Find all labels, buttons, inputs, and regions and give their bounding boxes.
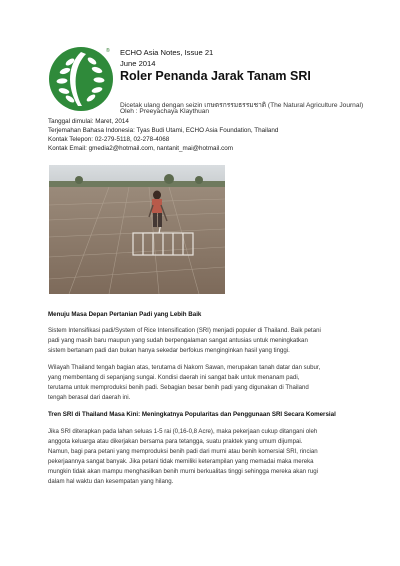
registered-mark: ® [106, 48, 110, 54]
contact-email: Kontak Email: gmedia2@hotmail.com, nantanit_mai@hotmail.com [48, 145, 233, 152]
paragraph [48, 427, 352, 487]
paragraph-line: pekerjaannya sangat banyak. Jika petani tidak memiliki keterampilan yang memadai maka mereka [48, 458, 314, 465]
contact-phone: Kontak Telepon: 02-279-5118, 02-278-4068 [48, 136, 170, 143]
paragraph-line: Wilayah Thailand tengah bagian atas, terutama di Nakorn Sawan, merupakan tanah datar dan subur, [48, 364, 321, 371]
paragraph [48, 326, 352, 356]
paragraph-line: yang membentang di sepanjang sungai. Kondisi daerah ini sangat baik untuk menanam padi, [48, 374, 300, 381]
issue-date: June 2014 [120, 59, 156, 68]
series-label: ECHO Asia Notes, Issue 21 [120, 48, 214, 57]
reprint-note: Dicetak ulang dengan seizin เกษตรกรรมธรรมชาติ (The Natural Agriculture Journal) [120, 102, 364, 109]
echo-leaf-logo-icon [48, 46, 114, 112]
paragraph-line: sistem bertanam padi dan bukan hanya sekedar berfokus menginginkan hasil yang tinggi. [48, 347, 290, 354]
farmer-pulling-roller-marker-photo-icon [49, 165, 225, 294]
author-line: Oleh : Preeyachaya Klaythuan [120, 108, 210, 115]
paragraph-line: mungkin tidak akan mampu menghasilkan benih murni berkualitas tinggi sehingga mereka akan rugi [48, 468, 318, 475]
paragraph-line: tengah berasal dari daerah ini. [48, 394, 131, 401]
translation-credit: Terjemahan Bahasa Indonesia: Tyas Budi Utami, ECHO Asia Foundation, Thailand [48, 127, 279, 134]
page-title: Roler Penanda Jarak Tanam SRI [120, 69, 311, 83]
start-date: Tanggal dimulai: Maret, 2014 [48, 118, 129, 125]
paragraph-line: anggota keluarga atau dikerjakan bersama para tetangga, suatu praktek yang umum dijumpai. [48, 438, 303, 445]
section-title: Menuju Masa Depan Pertanian Padi yang Lebih Baik [48, 311, 202, 318]
paragraph [48, 363, 352, 403]
section-title: Tren SRI di Thailand Masa Kini: Meningkatnya Popularitas dan Penggunaan SRI Secara Komersial [48, 411, 336, 418]
paragraph-line: dalam hal waktu dan kesempatan yang hilang. [48, 478, 174, 485]
paragraph-line: terutama untuk memproduksi benih padi. Sebagian besar benih padi yang digunakan di Thailand [48, 384, 309, 391]
paragraph-line: Sistem Intensifikasi padi/System of Rice Intensification (SRI) menjadi populer di Thailand. Baik petani [48, 327, 321, 334]
paragraph-line: padi yang masih baru maupun yang sudah berpengalaman sangat antusias untuk meningkatkan [48, 337, 308, 344]
paragraph-line: Namun, bagi para petani yang memproduksi benih padi dari murni atau benih komersial SRI, rincian [48, 448, 318, 455]
paragraph-line: Jika SRI diterapkan pada lahan seluas 1-5 rai (0,16-0,8 Acre), maka pekerjaan cukup ditangani oleh [48, 428, 318, 435]
